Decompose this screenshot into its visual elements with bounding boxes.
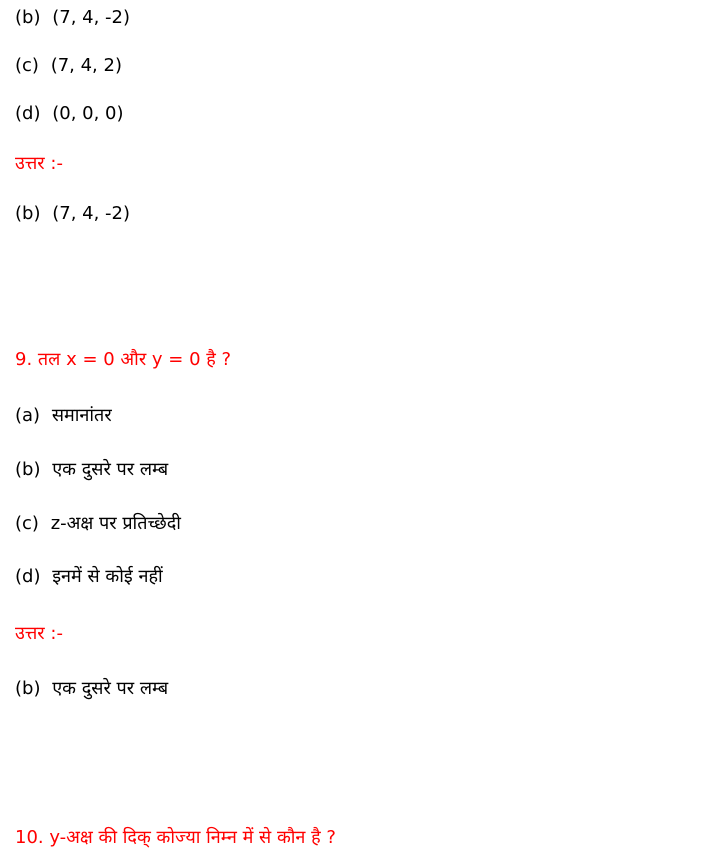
q8-option-d [15, 102, 124, 126]
q9-option-c [15, 512, 181, 536]
q8-option-c [15, 54, 122, 78]
q8-option-c-label: (c) [15, 55, 39, 76]
q9-option-b [15, 458, 168, 482]
q9-option-d [15, 565, 163, 589]
q8-option-b-label: (b) [15, 7, 41, 28]
q9-option-d-label: (d) [15, 566, 41, 587]
q9-answer-heading: उत्तर :- [15, 623, 63, 644]
q9-option-c-text: z-अक्ष पर प्रतिच्छेदी [50, 513, 181, 534]
q9-answer [15, 677, 168, 701]
q8-answer-text: (7, 4, -2) [52, 203, 131, 224]
q8-option-b [15, 6, 130, 30]
q9-answer-label: (b) [15, 678, 41, 699]
q9-question: 9. तल x = 0 और y = 0 है ? [15, 349, 232, 370]
q8-option-d-text: (0, 0, 0) [52, 103, 124, 124]
q8-option-b-text: (7, 4, -2) [52, 7, 131, 28]
q9-answer-text: एक दुसरे पर लम्ब [52, 678, 169, 699]
q8-answer-label: (b) [15, 203, 41, 224]
q9-option-c-label: (c) [15, 513, 39, 534]
q8-answer [15, 202, 130, 226]
q9-option-b-label: (b) [15, 459, 41, 480]
q8-option-d-label: (d) [15, 103, 41, 124]
q9-option-a-label: (a) [15, 405, 41, 426]
q8-option-c-text: (7, 4, 2) [50, 55, 122, 76]
q9-option-a [15, 404, 112, 428]
q9-option-b-text: एक दुसरे पर लम्ब [52, 459, 169, 480]
q9-option-a-text: समानांतर [51, 405, 112, 426]
q10-question: 10. y-अक्ष की दिक् कोज्या निम्न में से कौन है ? [15, 827, 336, 848]
q8-answer-heading: उत्तर :- [15, 153, 63, 174]
q9-option-d-text: इनमें से कोई नहीं [52, 566, 163, 587]
